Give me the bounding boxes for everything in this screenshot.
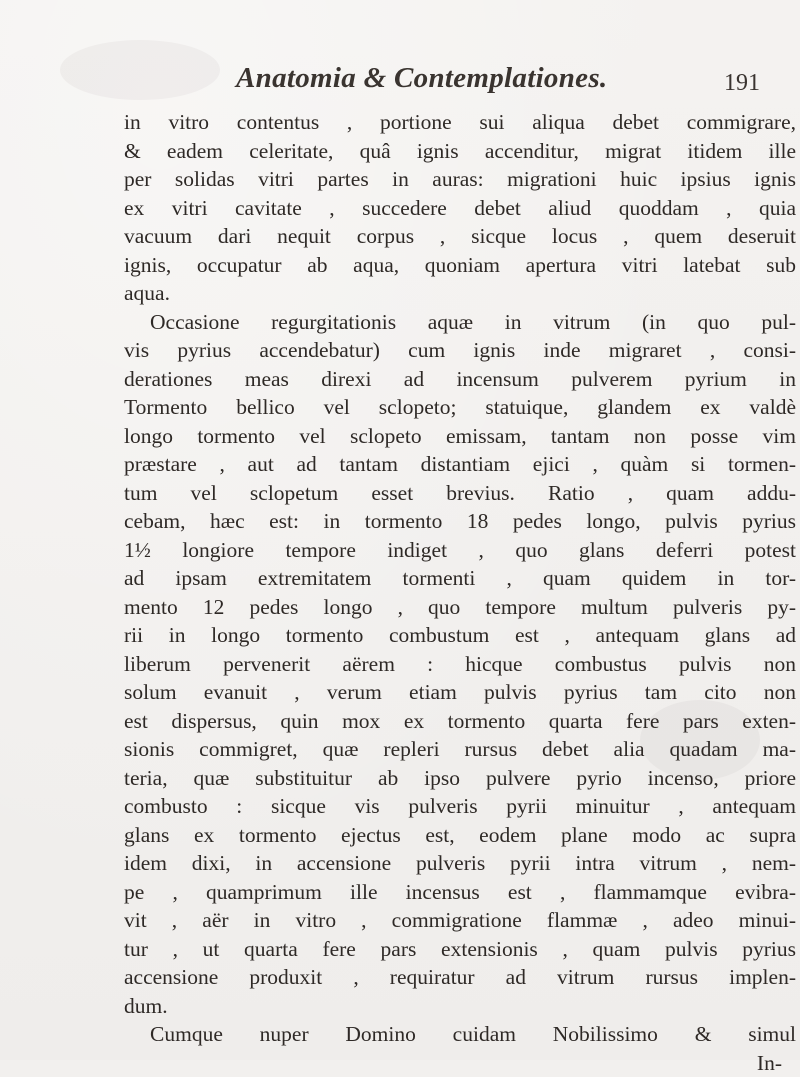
text-line: cebam, hæc est: in tormento 18 pedes longo, pulvis pyrius xyxy=(124,507,796,536)
text-line: ad ipsam extremitatem tormenti , quam quidem in tor- xyxy=(124,564,796,593)
paragraph-start-line: Occasione regurgitationis aquæ in vitrum (in quo pul- xyxy=(124,308,796,337)
text-line: accensione produxit , requiratur ad vitrum rursus implen- xyxy=(124,963,796,992)
text-line: pe , quamprimum ille incensus est , flammamque evibra- xyxy=(124,878,796,907)
text-line: ex vitri cavitate , succedere debet aliud quoddam , quia xyxy=(124,194,796,223)
text-line: combusto : sicque vis pulveris pyrii minuitur , antequam xyxy=(124,792,796,821)
text-line: aqua. xyxy=(124,279,796,308)
text-line: longo tormento vel sclopeto emissam, tantam non posse vim xyxy=(124,422,796,451)
catchword xyxy=(124,1049,796,1077)
running-head: Anatomia & Contemplationes. xyxy=(236,62,607,95)
paragraph-start-line: Cumque nuper Domino cuidam Nobilissimo & simul xyxy=(124,1020,796,1049)
text-line: sionis commigret, quæ repleri rursus debet alia quadam ma- xyxy=(124,735,796,764)
body-text xyxy=(124,108,796,1077)
text-line: dum. xyxy=(124,992,796,1021)
text-line: tum vel sclopetum esset brevius. Ratio , quam addu- xyxy=(124,479,796,508)
text-line: glans ex tormento ejectus est, eodem plane modo ac supra xyxy=(124,821,796,850)
page-header xyxy=(0,58,800,108)
text-line: idem dixi, in accensione pulveris pyrii intra vitrum , nem- xyxy=(124,849,796,878)
text-line: liberum pervenerit aërem : hicque combustus pulvis non xyxy=(124,650,796,679)
page-number: 191 xyxy=(724,70,760,97)
text-line: mento 12 pedes longo , quo tempore multum pulveris py- xyxy=(124,593,796,622)
text-line: est dispersus, quin mox ex tormento quarta fere pars exten- xyxy=(124,707,796,736)
text-line: tur , ut quarta fere pars extensionis , quam pulvis pyrius xyxy=(124,935,796,964)
text-line: in vitro contentus , portione sui aliqua debet commigrare, xyxy=(124,108,796,137)
text-line: præstare , aut ad tantam distantiam ejici , quàm si tormen- xyxy=(124,450,796,479)
text-line: Tormento bellico vel sclopeto; statuique, glandem ex valdè xyxy=(124,393,796,422)
text-line: ignis, occupatur ab aqua, quoniam apertura vitri latebat sub xyxy=(124,251,796,280)
text-line: vis pyrius accendebatur) cum ignis inde migraret , consi- xyxy=(124,336,796,365)
text-line: & eadem celeritate, quâ ignis accenditur, migrat itidem ille xyxy=(124,137,796,166)
text-line: rii in longo tormento combustum est , antequam glans ad xyxy=(124,621,796,650)
text-line: vit , aër in vitro , commigratione flammæ , adeo minui- xyxy=(124,906,796,935)
text-line: per solidas vitri partes in auras: migrationi huic ipsius ignis xyxy=(124,165,796,194)
text-line: 1½ longiore tempore indiget , quo glans deferri potest xyxy=(124,536,796,565)
text-line: vacuum dari nequit corpus , sicque locus , quem deseruit xyxy=(124,222,796,251)
text-line: teria, quæ substituitur ab ipso pulvere pyrio incenso, priore xyxy=(124,764,796,793)
catchword-text: In- xyxy=(757,1051,782,1075)
text-line: solum evanuit , verum etiam pulvis pyrius tam cito non xyxy=(124,678,796,707)
text-line: derationes meas direxi ad incensum pulverem pyrium in xyxy=(124,365,796,394)
